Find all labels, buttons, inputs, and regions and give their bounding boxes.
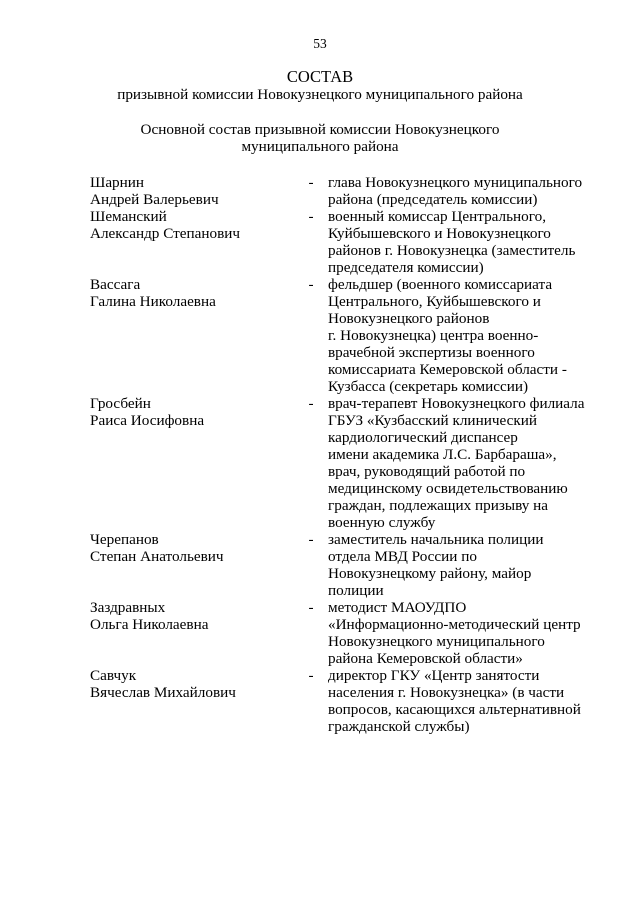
member-role-line: граждан, подлежащих призыву на: [328, 497, 548, 514]
member-role-line: Кузбасса (секретарь комиссии): [328, 378, 529, 395]
member-entry: [0, 208, 640, 276]
member-entry: [0, 276, 640, 395]
member-role-line: врач-терапевт Новокузнецкого филиала: [328, 395, 585, 412]
member-surname: Заздравных: [90, 599, 166, 616]
member-name: [90, 395, 300, 429]
member-given-names: Андрей Валерьевич: [90, 191, 219, 208]
member-dash: -: [308, 276, 314, 293]
member-role-line: Центрального, Куйбышевского и: [328, 293, 541, 310]
member-dash: -: [308, 531, 314, 548]
member-role-line: директор ГКУ «Центр занятости: [328, 667, 540, 684]
member-surname: Вассага: [90, 276, 141, 293]
member-role-line: методист МАОУДПО: [328, 599, 467, 616]
member-dash: -: [308, 395, 314, 412]
member-role-line: районов г. Новокузнецка (заместитель: [328, 242, 576, 259]
member-name: [90, 599, 300, 633]
member-role-line: председателя комиссии): [328, 259, 484, 276]
member-surname: Шеманский: [90, 208, 167, 225]
member-given-names: Степан Анатольевич: [90, 548, 224, 565]
member-role-line: полиции: [328, 582, 384, 599]
section-heading-line-1: Основной состав призывной комиссии Новокузнецкого: [140, 121, 500, 138]
document-subtitle: призывной комиссии Новокузнецкого муниципального района: [117, 86, 523, 103]
commission-member-list: [0, 174, 640, 735]
member-dash: -: [308, 667, 314, 684]
member-role-line: гражданской службы): [328, 718, 470, 735]
member-role-line: глава Новокузнецкого муниципального: [328, 174, 583, 191]
member-role: [328, 395, 590, 531]
member-role: [328, 276, 590, 395]
member-entry: [0, 667, 640, 735]
member-dash: -: [308, 208, 314, 225]
member-role-line: района Кемеровской области»: [328, 650, 523, 667]
member-name: [90, 174, 300, 208]
member-name: [90, 531, 300, 565]
member-role-line: района (председатель комиссии): [328, 191, 538, 208]
document-title: СОСТАВ: [286, 67, 354, 86]
member-given-names: Вячеслав Михайлович: [90, 684, 236, 701]
member-role-line: врач, руководящий работой по: [328, 463, 526, 480]
member-surname: Гросбейн: [90, 395, 151, 412]
member-role-line: заместитель начальника полиции: [328, 531, 544, 548]
member-role-line: фельдшер (военного комиссариата: [328, 276, 553, 293]
member-given-names: Раиса Иосифовна: [90, 412, 205, 429]
member-role-line: г. Новокузнецка) центра военно-: [328, 327, 539, 344]
member-name: [90, 276, 300, 310]
member-role-line: населения г. Новокузнецка» (в части: [328, 684, 565, 701]
member-entry: [0, 531, 640, 599]
member-role-line: Новокузнецкого муниципального: [328, 633, 545, 650]
member-dash: -: [308, 174, 314, 191]
member-given-names: Александр Степанович: [90, 225, 241, 242]
member-role-line: военную службу: [328, 514, 436, 531]
member-role-line: медицинскому освидетельствованию: [328, 480, 568, 497]
member-role-line: Новокузнецкого районов: [328, 310, 490, 327]
member-role-line: военный комиссар Центрального,: [328, 208, 547, 225]
member-surname: Черепанов: [90, 531, 159, 548]
member-role-line: ГБУЗ «Кузбасский клинический: [328, 412, 537, 429]
member-role-line: имени академика Л.С. Барбараша»,: [328, 446, 557, 463]
section-heading-line-2: муниципального района: [241, 138, 399, 155]
member-given-names: Ольга Николаевна: [90, 616, 209, 633]
member-surname: Савчук: [90, 667, 137, 684]
member-given-names: Галина Николаевна: [90, 293, 216, 310]
member-role: [328, 208, 590, 276]
member-role: [328, 174, 590, 208]
member-role: [328, 531, 590, 599]
member-role: [328, 599, 590, 667]
member-role-line: комиссариата Кемеровской области -: [328, 361, 567, 378]
member-name: [90, 208, 300, 242]
member-role-line: Новокузнецкому району, майор: [328, 565, 532, 582]
member-role-line: «Информационно-методический центр: [328, 616, 581, 633]
page-number: 53: [313, 36, 327, 51]
member-entry: [0, 395, 640, 531]
member-entry: [0, 174, 640, 208]
member-role-line: врачебной экспертизы военного: [328, 344, 535, 361]
member-role-line: вопросов, касающихся альтернативной: [328, 701, 581, 718]
member-role-line: отдела МВД России по: [328, 548, 477, 565]
member-entry: [0, 599, 640, 667]
member-role-line: кардиологический диспансер: [328, 429, 518, 446]
member-dash: -: [308, 599, 314, 616]
member-surname: Шарнин: [90, 174, 145, 191]
member-role: [328, 667, 590, 735]
member-role-line: Куйбышевского и Новокузнецкого: [328, 225, 551, 242]
member-name: [90, 667, 300, 701]
